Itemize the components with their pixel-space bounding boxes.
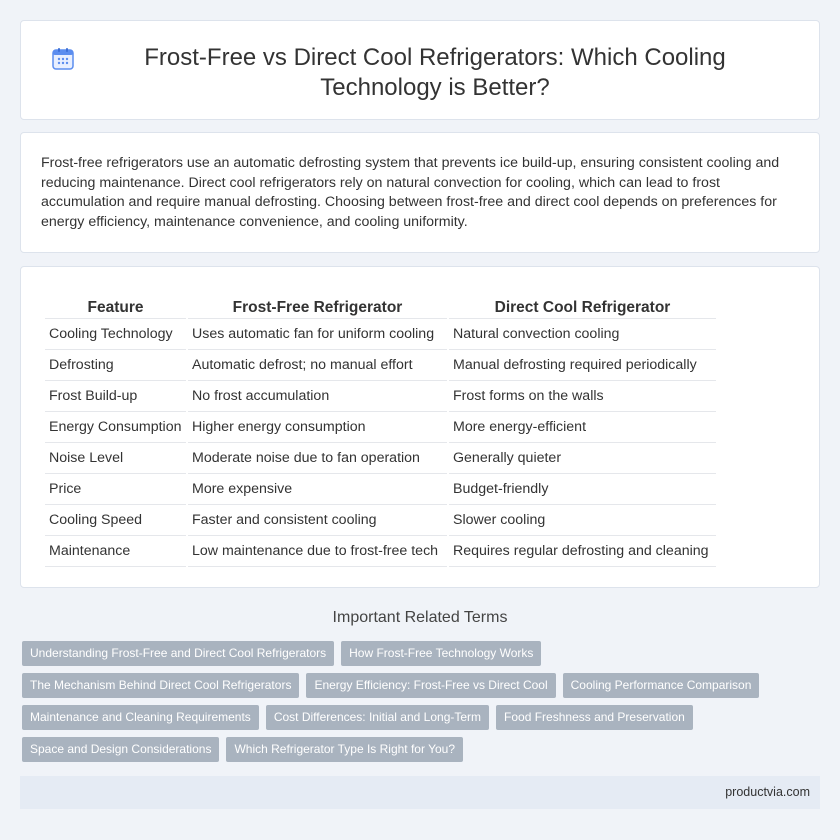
comparison-table (43, 297, 718, 567)
table-row (45, 381, 716, 412)
table-cell: Noise Level (45, 443, 186, 474)
comparison-table-card (20, 266, 820, 588)
table-cell: Requires regular defrosting and cleaning (449, 536, 716, 567)
table-cell: Generally quieter (449, 443, 716, 474)
table-cell: Maintenance (45, 536, 186, 567)
related-term-tag[interactable]: Understanding Frost-Free and Direct Cool Refrigerators (22, 641, 334, 666)
table-cell: Frost forms on the walls (449, 381, 716, 412)
table-cell: Energy Consumption (45, 412, 186, 443)
related-term-tag[interactable]: How Frost-Free Technology Works (341, 641, 541, 666)
intro-paragraph: Frost-free refrigerators use an automatic defrosting system that prevents ice build-up, ensuring consistent cooling and reducing maintenance. Direct cool refrigerators rely on natural convection for cooling, which can lead to frost accumulation and require manual defrosting. Choosing between frost-free and direct cool depends on preferences for energy efficiency, maintenance convenience, and cooling uniformity. (41, 155, 780, 230)
related-term-tag[interactable]: Energy Efficiency: Frost-Free vs Direct Cool (306, 673, 555, 698)
footer (20, 776, 820, 809)
related-term-tag[interactable]: Space and Design Considerations (22, 737, 219, 762)
table-cell: Defrosting (45, 350, 186, 381)
title-card (20, 20, 820, 120)
table-cell: Low maintenance due to frost-free tech (188, 536, 447, 567)
table-row (45, 536, 716, 567)
table-cell: Price (45, 474, 186, 505)
table-cell: Uses automatic fan for uniform cooling (188, 319, 447, 350)
table-cell: More energy-efficient (449, 412, 716, 443)
table-cell: Budget-friendly (449, 474, 716, 505)
related-term-tag[interactable]: Which Refrigerator Type Is Right for You? (226, 737, 463, 762)
table-cell: Slower cooling (449, 505, 716, 536)
table-cell: More expensive (188, 474, 447, 505)
table-cell: No frost accumulation (188, 381, 447, 412)
table-header-row (45, 297, 716, 319)
table-cell: Moderate noise due to fan operation (188, 443, 447, 474)
title-wrap (21, 43, 819, 103)
table-row (45, 443, 716, 474)
page-title: Frost-Free vs Direct Cool Refrigerators: Which Cooling Technology is Better? (144, 44, 726, 101)
related-terms-list (22, 641, 822, 769)
intro-card (20, 132, 820, 253)
table-cell: Cooling Speed (45, 505, 186, 536)
table-row (45, 350, 716, 381)
table-cell: Higher energy consumption (188, 412, 447, 443)
related-term-tag[interactable]: The Mechanism Behind Direct Cool Refrigerators (22, 673, 299, 698)
column-header-feature: Feature (45, 297, 186, 319)
table-cell: Automatic defrost; no manual effort (188, 350, 447, 381)
related-term-tag[interactable]: Maintenance and Cleaning Requirements (22, 705, 259, 730)
column-header-frost-free: Frost-Free Refrigerator (188, 297, 447, 319)
column-header-direct-cool: Direct Cool Refrigerator (449, 297, 716, 319)
table-cell: Faster and consistent cooling (188, 505, 447, 536)
related-term-tag[interactable]: Cooling Performance Comparison (563, 673, 760, 698)
table-cell: Manual defrosting required periodically (449, 350, 716, 381)
related-terms-heading: Important Related Terms (332, 609, 508, 626)
table-row (45, 319, 716, 350)
table-row (45, 474, 716, 505)
table-row (45, 412, 716, 443)
related-term-tag[interactable]: Food Freshness and Preservation (496, 705, 693, 730)
table-cell: Natural convection cooling (449, 319, 716, 350)
table-cell: Frost Build-up (45, 381, 186, 412)
related-term-tag[interactable]: Cost Differences: Initial and Long-Term (266, 705, 489, 730)
table-row (45, 505, 716, 536)
table-cell: Cooling Technology (45, 319, 186, 350)
footer-site-link[interactable]: productvia.com (725, 785, 810, 799)
